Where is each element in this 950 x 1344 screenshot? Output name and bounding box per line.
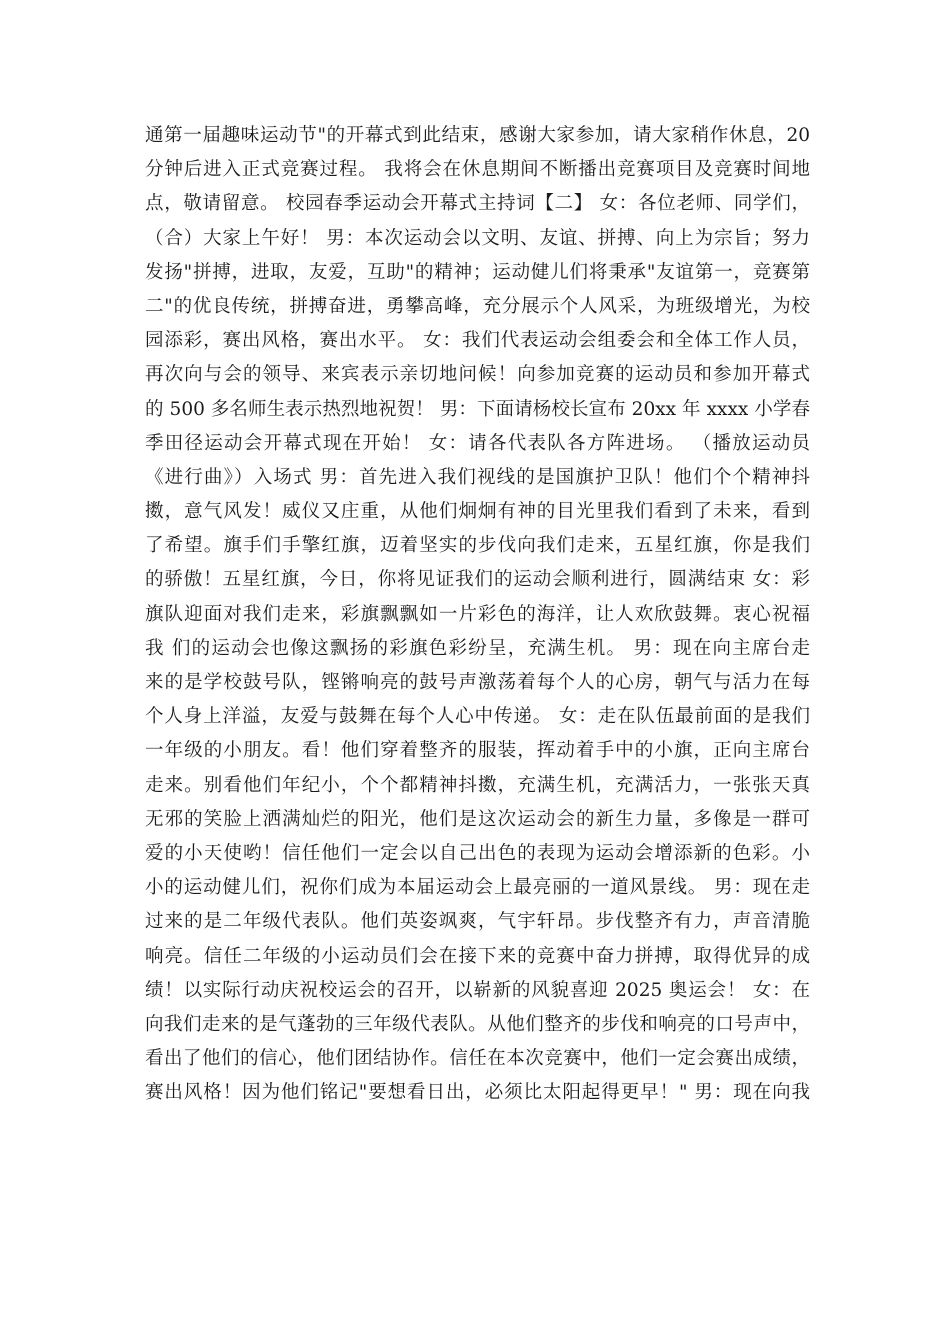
text-line: 走来。别看他们年纪小，个个都精神抖擞，充满生机，充满活力，一张张天真	[145, 774, 810, 796]
text-line: 爱的小天使哟！信任他们一定会以自己出色的表现为运动会增添新的色彩。小	[145, 842, 810, 864]
text-line: 园添彩，赛出风格，赛出水平。 女：我们代表运动会组委会和全体工作人员，	[145, 330, 810, 352]
text-line: 一年级的小朋友。看！他们穿着整齐的服装，挥动着手中的小旗，正向主席台	[145, 740, 810, 762]
text-line: 个人身上洋溢，友爱与鼓舞在每个人心中传递。 女：走在队伍最前面的是我们	[145, 706, 810, 728]
text-line: 赛出风格！因为他们铭记"要想看日出，必须比太阳起得更早！" 男：现在向我	[145, 1082, 810, 1104]
text-line: 我 们的运动会也像这飘扬的彩旗色彩纷呈，充满生机。 男：现在向主席台走	[145, 637, 810, 659]
text-line: 了希望。旗手们手擎红旗，迈着坚实的步伐向我们走来，五星红旗，你是我们	[145, 535, 810, 557]
text-line: 通第一届趣味运动节"的开幕式到此结束，感谢大家参加，请大家稍作休息，20	[145, 125, 810, 146]
text-line: 擞，意气风发！威仪又庄重，从他们炯炯有神的目光里我们看到了未来，看到	[145, 501, 810, 523]
body-text	[145, 119, 810, 1110]
text-line: 季田径运动会开幕式现在开始！ 女：请各代表队各方阵进场。 （播放运动员	[145, 432, 810, 454]
text-line: 小的运动健儿们，祝你们成为本届运动会上最亮丽的一道风景线。 男：现在走	[145, 877, 810, 899]
text-line: 点，敬请留意。 校园春季运动会开幕式主持词【二】 女：各位老师、同学们，	[145, 193, 810, 215]
text-line: 二"的优良传统，拼搏奋进，勇攀高峰，充分展示个人风采，为班级增光，为校	[145, 295, 810, 317]
text-line: 再次向与会的领导、来宾表示亲切地问候！向参加竞赛的运动员和参加开幕式	[145, 364, 810, 386]
text-line: 旗队迎面对我们走来，彩旗飘飘如一片彩色的海洋，让人欢欣鼓舞。衷心祝福	[145, 603, 810, 625]
text-line: 的骄傲！五星红旗，今日，你将见证我们的运动会顺利进行，圆满结束 女：彩	[145, 569, 810, 591]
text-line: 绩！以实际行动庆祝校运会的召开，以崭新的风貌喜迎 2025 奥运会！ 女：在	[145, 979, 810, 1001]
text-line: 过来的是二年级代表队。他们英姿飒爽，气宇轩昂。步伐整齐有力，声音清脆	[145, 911, 810, 933]
text-line: 响亮。信任二年级的小运动员们会在接下来的竞赛中奋力拼搏，取得优异的成	[145, 945, 810, 967]
text-line: 来的是学校鼓号队，铿锵响亮的鼓号声激荡着每个人的心房，朝气与活力在每	[145, 672, 810, 693]
text-line: 的 500 多名师生表示热烈地祝贺！ 男：下面请杨校长宣布 20xx 年 xxxx 小学春	[145, 398, 810, 420]
text-line: 《进行曲》）入场式 男：首先进入我们视线的是国旗护卫队！他们个个精神抖	[145, 466, 810, 488]
text-line: 向我们走来的是气蓬勃的三年级代表队。从他们整齐的步伐和响亮的口号声中，	[145, 1013, 810, 1035]
text-line: 看出了他们的信心，他们团结协作。信任在本次竞赛中，他们一定会赛出成绩，	[145, 1048, 810, 1070]
text-line: 无邪的笑脸上洒满灿烂的阳光，他们是这次运动会的新生力量，多像是一群可	[145, 808, 810, 830]
text-line: 分钟后进入正式竞赛过程。 我将会在休息期间不断播出竞赛项目及竞赛时间地	[145, 159, 810, 181]
text-line: 发扬"拼搏，进取，友爱，互助"的精神；运动健儿们将秉承"友谊第一，竞赛第	[145, 261, 810, 283]
text-line: （合）大家上午好！ 男：本次运动会以文明、友谊、拼搏、向上为宗旨；努力	[145, 227, 810, 249]
